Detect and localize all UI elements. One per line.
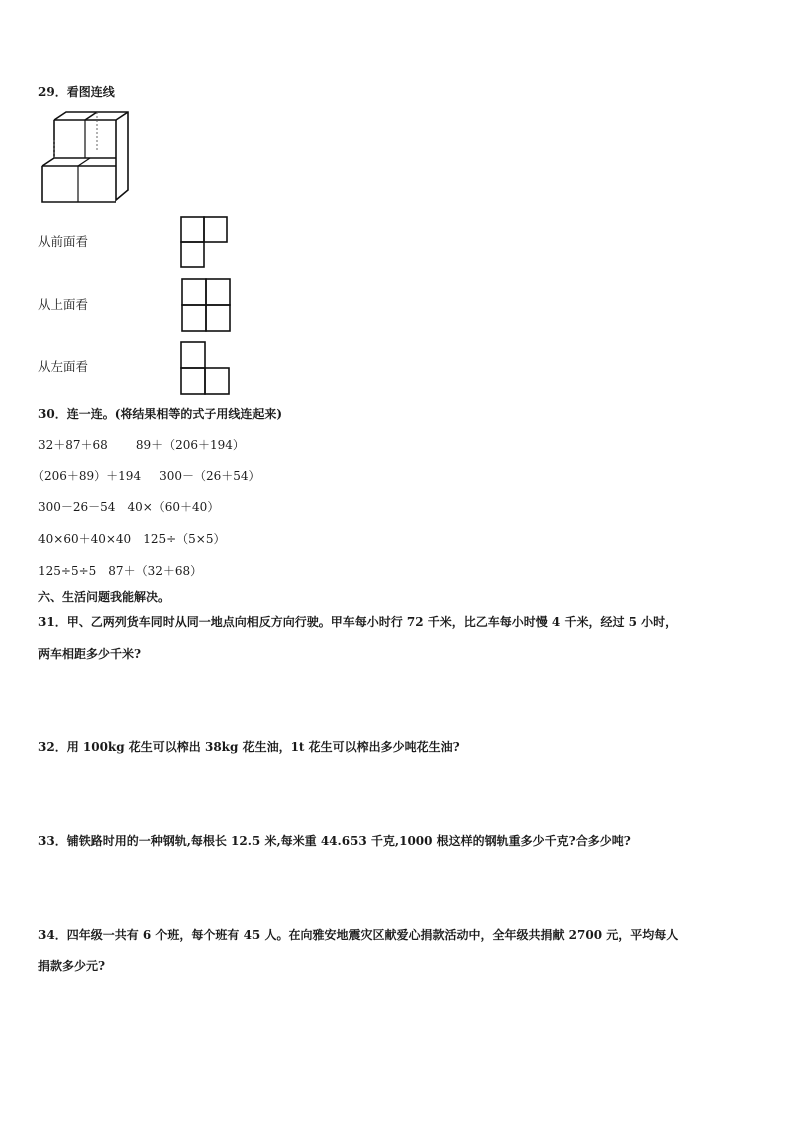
question-31-line-2: 两车相距多少千米? <box>38 647 142 661</box>
q30-row-1-left[interactable]: 32＋87＋68 <box>38 438 108 452</box>
question-32: 32．用 100kg 花生可以榨出 38kg 花生油，1t 花生可以榨出多少吨花生油? <box>38 740 460 754</box>
question-29-title: 29．看图连线 <box>38 85 115 99</box>
q30-row-3-left[interactable]: 300－26－54 <box>38 500 116 514</box>
q30-row-4 <box>38 531 226 547</box>
q30-row-2-right[interactable]: 300－（26＋54） <box>159 469 261 483</box>
q30-row-3-right[interactable]: 40×（60＋40） <box>127 500 220 514</box>
question-30-title: 30．连一连。(将结果相等的式子用线连起来) <box>38 407 283 421</box>
front-view-grid-icon[interactable] <box>180 216 228 268</box>
question-34-line-1: 34．四年级一共有 6 个班，每个班有 45 人。在向雅安地震灾区献爱心捐款活动中，全年级共捐献 2700 元，平均每人 <box>38 928 679 942</box>
q30-row-5-right[interactable]: 87＋（32＋68） <box>108 564 203 578</box>
top-view-grid-icon[interactable] <box>181 278 231 332</box>
left-view-grid-icon[interactable] <box>180 341 230 395</box>
question-34-line-2: 捐款多少元? <box>38 959 106 973</box>
q30-row-1 <box>38 437 245 453</box>
q30-row-4-right[interactable]: 125÷（5×5） <box>143 532 226 546</box>
view-label-top: 从上面看 <box>38 297 89 312</box>
cube-stack-figure-icon <box>38 110 134 206</box>
q30-row-5-left[interactable]: 125÷5÷5 <box>38 564 97 578</box>
view-label-front: 从前面看 <box>38 234 89 249</box>
q30-row-1-right[interactable]: 89＋（206＋194） <box>135 438 245 452</box>
question-31-line-1: 31．甲、乙两列货车同时从同一地点向相反方向行驶。甲车每小时行 72 千米，比乙车每小时慢 4 千米，经过 5 小时， <box>38 615 678 629</box>
q30-row-5 <box>38 563 202 579</box>
q30-row-2 <box>32 468 261 484</box>
q30-row-3 <box>38 499 219 515</box>
view-label-left: 从左面看 <box>38 359 89 374</box>
q30-row-4-left[interactable]: 40×60＋40×40 <box>38 532 132 546</box>
q30-row-2-left[interactable]: （206＋89）＋194 <box>32 469 142 483</box>
question-33: 33．铺铁路时用的一种钢轨,每根长 12.5 米,每米重 44.653 千克,1000 根这样的钢轨重多少千克?合多少吨? <box>38 834 631 848</box>
section-6-heading: 六、生活问题我能解决。 <box>38 590 171 604</box>
